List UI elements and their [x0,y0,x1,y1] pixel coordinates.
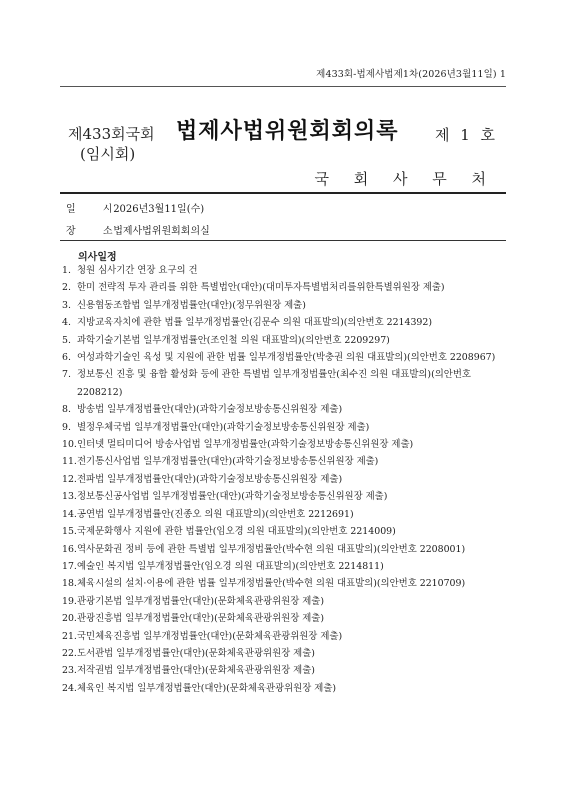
agenda-item-number: 20. [62,613,77,625]
agenda-item-text: 신용협동조합법 일부개정법률안(대안)(정무위원장 제출) [77,299,306,311]
agenda-item-text: 정보통신 진흥 및 융합 활성화 등에 관한 특별법 일부개정법률안(최수진 의원 대표발의)(의안번호 2208212) [77,369,471,398]
agenda-item [62,297,510,314]
agenda-item-text: 저작권법 일부개정법률안(대안)(문화체육관광위원장 제출) [77,665,315,677]
agenda-item-number: 10. [62,439,77,451]
agenda-item-number: 17. [62,560,77,572]
agenda-item [62,575,510,592]
agenda-item [62,279,510,296]
agenda-item-text: 인터넷 멀티미디어 방송사업법 일부개정법률안(과학기술정보방송통신위원장 제출) [77,439,414,451]
agenda-item-number: 24. [62,682,77,694]
agenda-item-number: 16. [62,543,77,555]
agenda-item-number: 13. [62,491,77,503]
agenda-item-text: 관광진흥법 일부개정법률안(대안)(문화체육관광위원장 제출) [77,613,324,625]
agenda-item-text: 역사문화권 정비 등에 관한 특별법 일부개정법률안(박수현 의원 대표발의)(의안번호 2208001) [77,543,466,555]
agenda-item-number: 4. [62,317,71,329]
agenda-item [62,262,510,279]
document-title: 법제사법위원회회의록 [176,118,399,144]
agenda-item-text: 여성과학기술인 육성 및 지원에 관한 법률 일부개정법률안(박충권 의원 대표발의)(의안번호 2208967) [77,352,496,364]
agenda-item-number: 14. [62,508,77,520]
issue-number: 제 1 호 [434,126,498,144]
agenda-item-number: 1. [62,265,71,276]
agenda-item [62,401,510,418]
session-type: (임시회) [80,145,136,163]
agenda-item-number: 12. [62,473,77,485]
agenda-item-number: 19. [62,595,77,607]
agenda-item [62,332,510,349]
agenda-item [62,436,510,453]
meta-date-row [66,200,204,215]
agenda-item-text: 국민체육진흥법 일부개정법률안(대안)(문화체육관광위원장 제출) [77,630,343,642]
agenda-item-number: 5. [62,334,71,346]
agenda-item-number: 3. [62,299,71,311]
agenda-item-text: 체육인 복지법 일부개정법률안(대안)(문화체육관광위원장 제출) [77,682,337,694]
agenda-item-text: 도서관법 일부개정법률안(대안)(문화체육관광위원장 제출) [77,647,315,659]
agenda-item-number: 7. [62,369,71,381]
agenda-item-text: 관광기본법 일부개정법률안(대안)(문화체육관광위원장 제출) [77,595,324,607]
agenda-item-text: 전기통신사업법 일부개정법률안(대안)(과학기술정보방송통신위원장 제출) [77,456,379,468]
header-rule [60,86,506,87]
agenda-item [62,593,510,610]
agenda-item-text: 정보통신공사업법 일부개정법률안(대안)(과학기술정보방송통신위원장 제출) [77,491,388,503]
agenda-item [62,366,510,401]
agenda-item-number: 15. [62,526,77,538]
meta-rule [60,240,506,241]
agenda-item [62,419,510,436]
agenda-item-text: 별정우체국법 일부개정법률안(대안)(과학기술정보방송통신위원장 제출) [77,421,370,433]
agenda-item [62,471,510,488]
agenda-item-text: 방송법 일부개정법률안(대안)(과학기술정보방송통신위원장 제출) [77,404,343,416]
session-number: 제433회국회 [68,125,155,143]
agenda-item [62,680,510,697]
meta-date-label: 일 시 [66,204,125,215]
agenda-item [62,645,510,662]
agenda-item [62,506,510,523]
agenda-item-text: 체육시설의 설치·이용에 관한 법률 일부개정법률안(박수현 의원 대표발의)(의안번호 2210709) [77,578,466,590]
agenda-item-number: 22. [62,647,77,659]
agenda-item-text: 전파법 일부개정법률안(대안)(과학기술정보방송통신위원장 제출) [77,473,343,485]
meta-place-value: 법제사법위원회회의실 [113,226,210,237]
session-info [68,124,155,164]
agenda-item-number: 9. [62,421,71,433]
agenda-item-number: 18. [62,578,77,590]
agenda-item [62,628,510,645]
agenda-item [62,453,510,470]
agenda-item-number: 21. [62,630,77,642]
agenda-item-text: 공연법 일부개정법률안(진종오 의원 대표발의)(의안번호 2212691) [77,508,354,520]
agenda-item-number: 23. [62,665,77,677]
agenda-item-text: 지방교육자치에 관한 법률 일부개정법률안(김문수 의원 대표발의)(의안번호 2214392) [77,317,433,329]
agenda-item-text: 청원 심사기간 연장 요구의 건 [77,265,198,276]
agenda-item [62,349,510,366]
title-rule [60,192,506,194]
agenda-item [62,541,510,558]
meta-place-label: 장 소 [66,226,125,237]
agenda-list [62,262,510,697]
agenda-item [62,558,510,575]
meta-date-value: 2026년3월11일(수) [113,204,205,215]
agenda-item [62,488,510,505]
meta-place-row [66,222,210,237]
agenda-item-number: 8. [62,404,71,416]
agenda-item-text: 과학기술기본법 일부개정법률안(조인철 의원 대표발의)(의안번호 2209297) [77,334,390,346]
agenda-item-number: 11. [62,456,77,468]
agenda-item-text: 국제문화행사 지원에 관한 법률안(임오경 의원 대표발의)(의안번호 2214009) [77,526,396,538]
running-header: 제433회-법제사법제1차(2026년3월11일) 1 [316,69,506,80]
agenda-item [62,523,510,540]
agenda-item-text: 예술인 복지법 일부개정법률안(임오경 의원 대표발의)(의안번호 2214811) [77,560,384,572]
agenda-item [62,314,510,331]
agenda-heading: 의사일정 [78,252,117,263]
agenda-item-number: 2. [62,282,71,294]
agenda-item [62,610,510,627]
issuer: 국 회 사 무 처 [314,170,496,188]
agenda-item [62,662,510,679]
agenda-item-number: 6. [62,352,71,364]
agenda-item-text: 한미 전략적 투자 관리를 위한 특별법안(대안)(대미투자특별법처리를위한특별위원장 제출) [77,282,445,294]
